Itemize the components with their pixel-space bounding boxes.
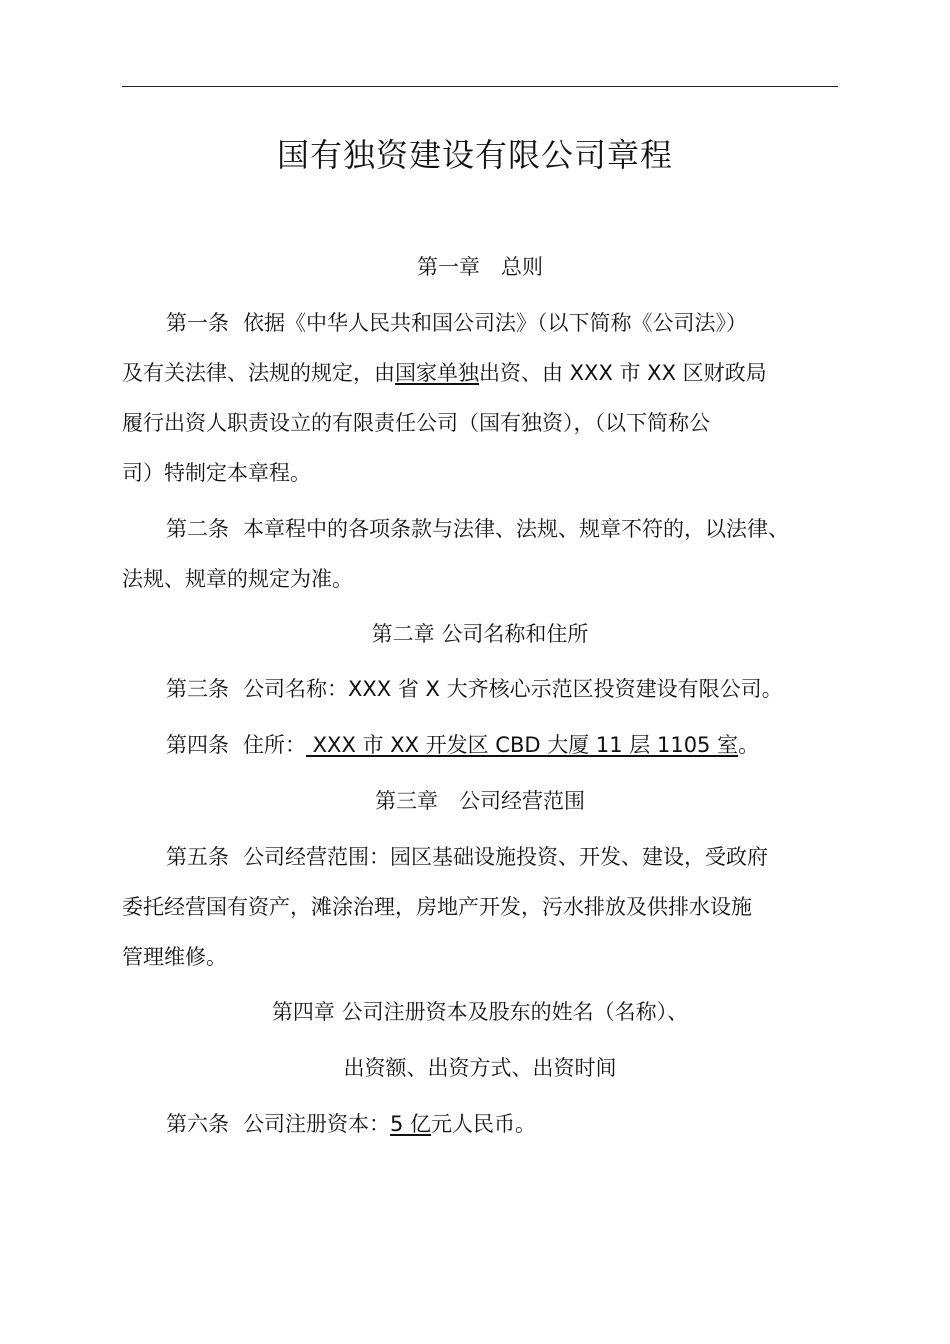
article-5-line-1: 第五条 公司经营范围：园区基础设施投资、开发、建设，受政府	[166, 845, 768, 869]
header-rule	[122, 86, 838, 87]
article-1-line-4: 司）特制定本章程。	[122, 461, 311, 485]
article-1-line-2: 及有关法律、法规的规定，由国家单独出资、由 XXX 市 XX 区财政局	[122, 361, 767, 385]
article-3-number: 第三条	[166, 677, 229, 701]
article-1-line-3: 履行出资人职责设立的有限责任公司（国有独资），（以下简称公	[122, 411, 710, 435]
article-3: 第三条 公司名称：XXX 省 X 大齐核心示范区投资建设有限公司。	[166, 677, 783, 701]
chapter-1-heading: 第一章 总则	[417, 255, 543, 279]
article-1-number: 第一条	[166, 311, 229, 335]
article-1-line-1: 第一条 依据《中华人民共和国公司法》（以下简称《公司法》）	[166, 311, 747, 335]
capital-amount: 5 亿	[390, 1112, 432, 1136]
chapter-2-heading: 第二章 公司名称和住所	[371, 622, 589, 646]
article-5-line-3: 管理维修。	[122, 945, 227, 969]
article-5-number: 第五条	[166, 845, 229, 869]
address-underlined: XXX 市 XX 开发区 CBD 大厦 11 层 1105 室	[306, 733, 739, 757]
article-4-number: 第四条	[166, 733, 229, 757]
article-2-number: 第二条	[166, 517, 229, 541]
article-4: 第四条 住所： XXX 市 XX 开发区 CBD 大厦 11 层 1105 室。	[166, 733, 760, 757]
chapter-3-heading: 第三章 公司经营范围	[375, 789, 585, 813]
article-6-number: 第六条	[166, 1112, 229, 1136]
article-2-line-1: 第二条 本章程中的各项条款与法律、法规、规章不符的，以法律、	[166, 517, 789, 541]
document-title: 国有独资建设有限公司章程	[276, 136, 673, 174]
chapter-4-heading-line-1: 第四章 公司注册资本及股东的姓名（名称）、	[271, 1000, 689, 1024]
underlined-text: 国家单独	[395, 361, 479, 385]
article-6: 第六条 公司注册资本：5 亿元人民币。	[166, 1112, 537, 1136]
article-2-line-2: 法规、规章的规定为准。	[122, 567, 353, 591]
article-5-line-2: 委托经营国有资产，滩涂治理，房地产开发，污水排放及供排水设施	[122, 895, 752, 919]
chapter-4-heading-line-2: 出资额、出资方式、出资时间	[343, 1056, 617, 1080]
